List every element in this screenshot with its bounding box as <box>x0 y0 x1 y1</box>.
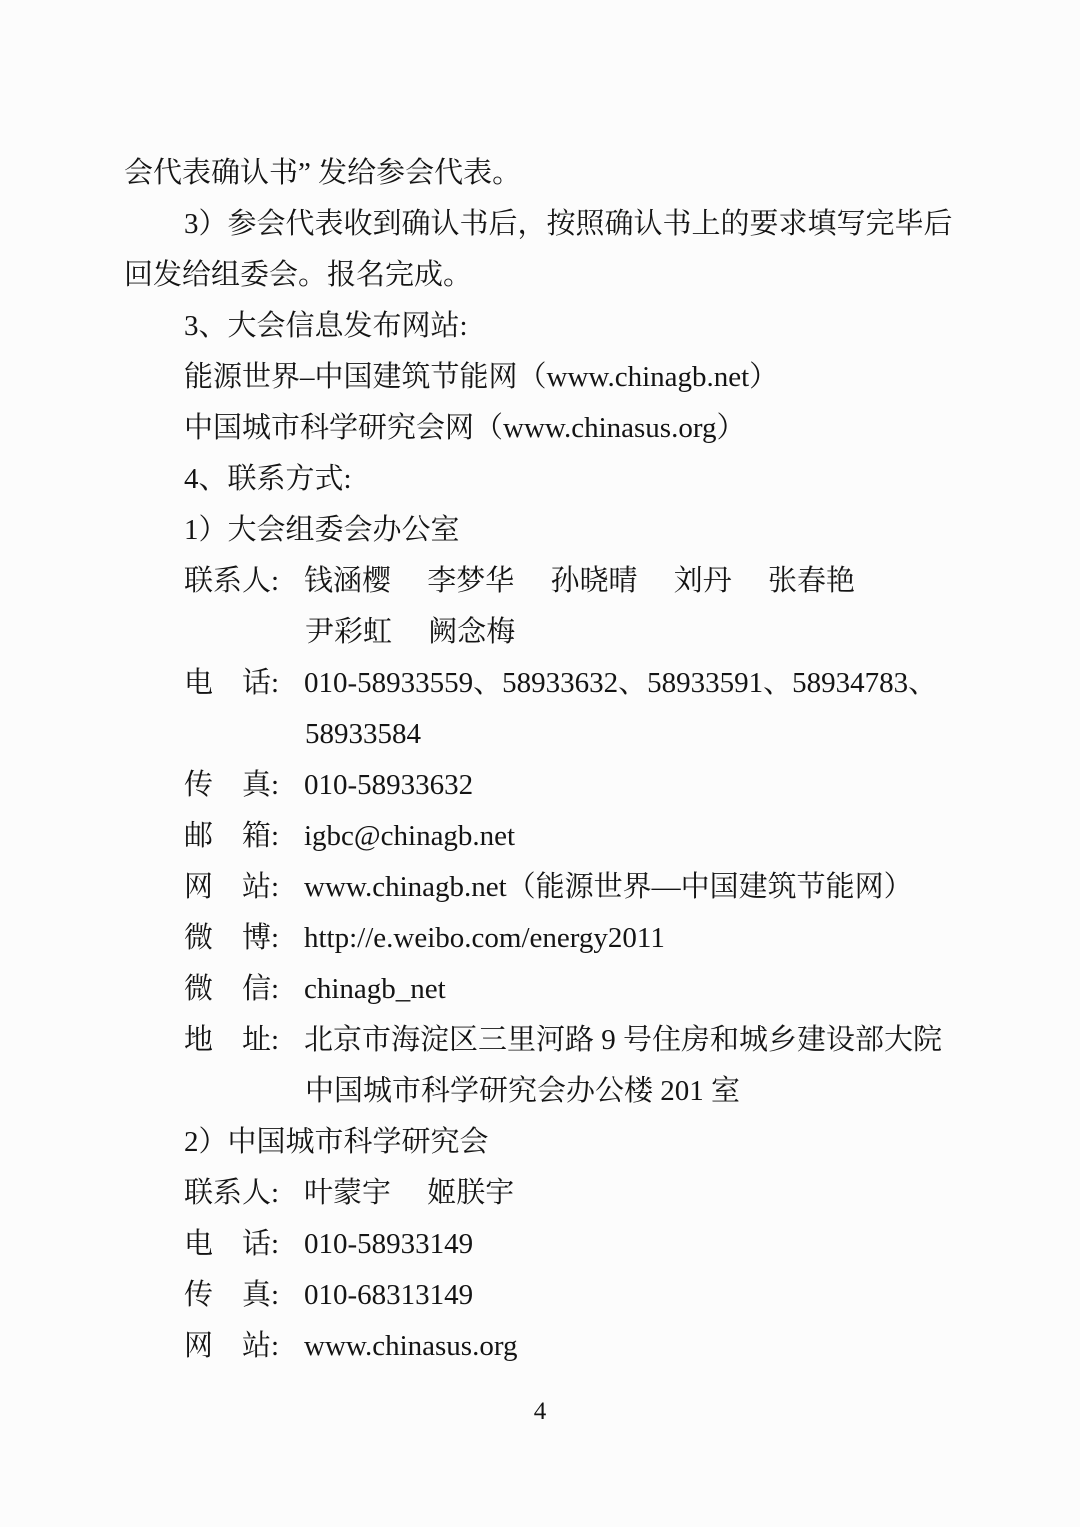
contact-value: igbc@chinagb.net <box>304 820 516 852</box>
contact-row <box>124 1015 1000 1066</box>
contact-row <box>124 862 1000 913</box>
contact-row <box>124 1168 1000 1219</box>
contact-label: 邮 箱: <box>184 820 280 852</box>
contact-value: 010-58933149 <box>304 1228 474 1260</box>
contact-label: 传 真: <box>184 769 280 801</box>
contact-label: 联系人: <box>184 565 280 597</box>
contact-value: http://e.weibo.com/energy2011 <box>304 922 665 954</box>
contact-value: 010-68313149 <box>304 1279 474 1311</box>
continuation-line: 中国城市科学研究会办公楼 201 室 <box>305 1075 741 1107</box>
page-number: 4 <box>533 1398 547 1425</box>
paragraph-line: 会代表确认书” 发给参会代表。 <box>124 157 522 189</box>
contact-label: 电 话: <box>184 1228 280 1260</box>
contact-label: 电 话: <box>184 667 280 699</box>
contact-label: 联系人: <box>184 1177 280 1209</box>
contact-label: 网 站: <box>184 871 280 903</box>
contact-label: 微 博: <box>184 922 280 954</box>
contact-row <box>124 964 1000 1015</box>
paragraph-line: 回发给组委会。报名完成。 <box>124 259 473 291</box>
contact-row <box>124 760 1000 811</box>
section-heading-contact: 4、联系方式: <box>184 463 352 495</box>
contact-row <box>124 913 1000 964</box>
website-line-chinagb: 能源世界–中国建筑节能网（www.chinagb.net） <box>184 361 779 393</box>
page-content <box>124 148 1000 1372</box>
subsection-heading-chinasus: 2）中国城市科学研究会 <box>184 1126 489 1158</box>
contact-value: www.chinasus.org <box>304 1330 518 1362</box>
section-heading-websites: 3、大会信息发布网站: <box>184 310 468 342</box>
contact-row <box>124 1321 1000 1372</box>
contact-row <box>124 556 1000 607</box>
contact-value: 钱涵樱 李梦华 孙晓晴 刘丹 张春艳 <box>304 565 856 597</box>
contact-row <box>124 811 1000 862</box>
continuation-line: 58933584 <box>305 718 421 750</box>
contact-row <box>124 1270 1000 1321</box>
contact-label: 网 站: <box>184 1330 280 1362</box>
contact-value: 叶蒙宇 姬朕宇 <box>304 1177 515 1209</box>
website-line-chinasus: 中国城市科学研究会网（www.chinasus.org） <box>184 412 746 444</box>
contact-label: 传 真: <box>184 1279 280 1311</box>
contact-value: www.chinagb.net（能源世界—中国建筑节能网） <box>304 871 913 903</box>
contact-value: 010-58933632 <box>304 769 474 801</box>
subsection-heading-office: 1）大会组委会办公室 <box>184 514 460 546</box>
contact-value: 010-58933559、58933632、58933591、58934783、 <box>304 667 938 699</box>
contact-label: 微 信: <box>184 973 280 1005</box>
contact-row <box>124 1219 1000 1270</box>
continuation-line: 尹彩虹 阙念梅 <box>305 616 516 648</box>
contact-row <box>124 658 1000 709</box>
contact-value: chinagb_net <box>304 973 446 1005</box>
contact-label: 地 址: <box>184 1024 280 1056</box>
paragraph-line: 3）参会代表收到确认书后，按照确认书上的要求填写完毕后 <box>184 208 953 240</box>
contact-value: 北京市海淀区三里河路 9 号住房和城乡建设部大院 <box>304 1024 943 1056</box>
